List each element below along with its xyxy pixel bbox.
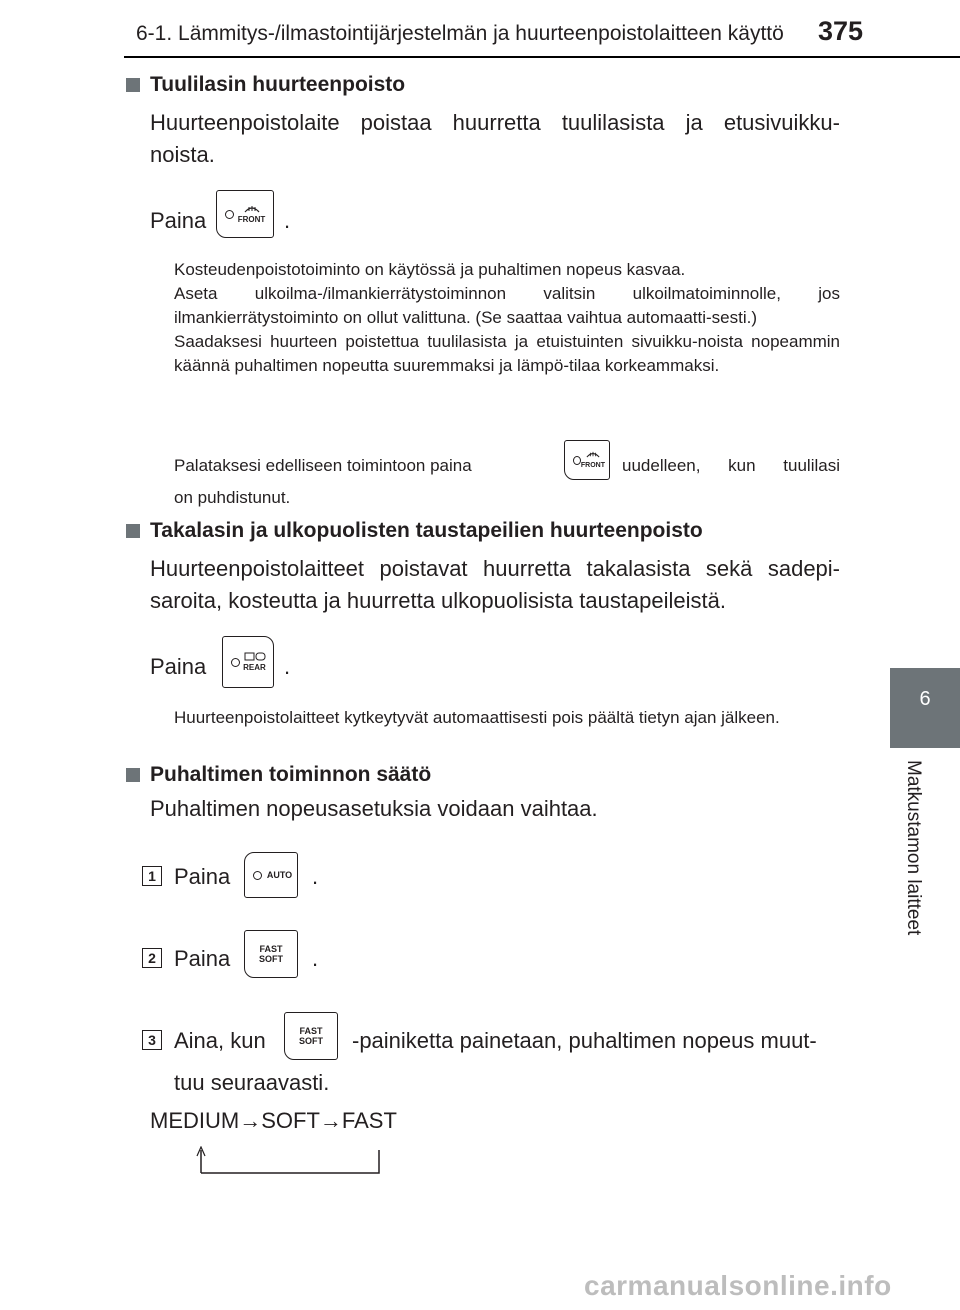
section-heading-fan: Puhaltimen toiminnon säätö	[150, 763, 432, 786]
step3-text-after: -painiketta painetaan, puhaltimen nopeus muut-	[352, 1028, 817, 1053]
fan-speed-button-icon	[244, 930, 298, 978]
step3-text-before: Aina, kun	[174, 1028, 266, 1053]
windshield-press-label: Paina	[150, 208, 207, 233]
step-number-3: 3	[142, 1030, 162, 1050]
windshield-press-suffix: .	[284, 208, 291, 233]
fan-speed-button-icon	[284, 1012, 338, 1060]
front-defroster-button-icon	[216, 190, 274, 238]
auto-button-label: AUTO	[266, 870, 293, 880]
auto-button-icon	[244, 852, 298, 898]
rear-defroster-button-icon	[222, 636, 274, 688]
chapter-title-wrap	[890, 760, 942, 950]
step2-text-before: Paina	[174, 946, 231, 971]
windshield-intro-line2: noista.	[150, 142, 215, 167]
fan-speed-button-label: FAST SOFT	[259, 944, 283, 964]
rear-note: Huurteenpoistolaitteet kytkeytyvät automaattisesti pois päältä tietyn ajan jälkeen.	[174, 708, 780, 727]
front-defroster-symbol: FRONT	[234, 204, 269, 224]
indicator-led-icon	[225, 210, 234, 219]
step1-text-before: Paina	[174, 864, 231, 889]
windshield-return-after: uudelleen, kun tuulilasi	[622, 456, 840, 475]
chapter-number: 6	[919, 688, 931, 710]
rear-defroster-symbol: REAR	[240, 652, 269, 672]
chapter-title: Matkustamon laitteet	[903, 760, 924, 936]
section-heading-rear: Takalasin ja ulkopuolisten taustapeilien huurteenpoisto	[150, 519, 703, 542]
rear-intro-line1: Huurteenpoistolaitteet poistavat huurretta takalasista sekä sadepi-	[150, 556, 840, 581]
heading-marker	[126, 78, 140, 92]
front-defroster-button-icon-small	[564, 440, 610, 480]
rear-press-label: Paina	[150, 654, 207, 679]
windshield-return-line2: on puhdistunut.	[174, 488, 291, 507]
defroster-icon	[586, 450, 600, 458]
windshield-note: Kosteudenpoistotoiminto on käytössä ja puhaltimen nopeus kasvaa. Aseta ulkoilma-/ilmankierrätystoiminnon valitsin ulkoilmatoiminnolle, jos ilmankierrätystoiminto on ollut valittuna. (Se saattaa vaihtua automaatti-sesti.) Saadaksesi huurteen poistettua tuulilasista ja etuistuinten sivuikku-noista nopeammin käännä puhaltimen nopeutta suuremmaksi ja lämpö-tilaa korkeammaksi.	[174, 260, 840, 375]
rear-press-suffix: .	[284, 654, 291, 679]
fan-speed-button-label: FAST SOFT	[299, 1026, 323, 1046]
rear-intro-line2: saroita, kosteutta ja huurretta ulkopuolisista taustapeileistä.	[150, 588, 726, 613]
cycle-return-arrow-icon	[192, 1146, 388, 1174]
step1-text-after: .	[312, 864, 319, 889]
rear-window-defroster-icon	[244, 652, 266, 661]
step3-text-line2: tuu seuraavasti.	[174, 1070, 330, 1095]
step2-text-after: .	[312, 946, 319, 971]
header-rule	[124, 56, 960, 58]
page-number: 375	[818, 16, 864, 46]
fan-intro: Puhaltimen nopeusasetuksia voidaan vaihtaa.	[150, 796, 598, 821]
windshield-intro-line1: Huurteenpoistolaite poistaa huurretta tuulilasista ja etusivuikku-	[150, 110, 840, 135]
heading-marker	[126, 768, 140, 782]
front-defroster-symbol: FRONT	[581, 450, 605, 470]
step-number-1: 1	[142, 866, 162, 886]
indicator-led-icon	[253, 871, 262, 880]
section-heading-windshield: Tuulilasin huurteenpoisto	[150, 73, 406, 96]
heading-marker	[126, 524, 140, 538]
indicator-led-icon	[573, 456, 581, 465]
running-header: 6-1. Lämmitys-/ilmastointijärjestelmän ja huurteenpoistolaitteen käyttö	[136, 22, 784, 45]
fan-speed-sequence: MEDIUM→SOFT→FAST	[150, 1108, 397, 1133]
defroster-icon	[244, 204, 260, 213]
indicator-led-icon	[231, 658, 240, 667]
step-number-2: 2	[142, 948, 162, 968]
watermark: carmanualsonline.info	[584, 1270, 892, 1301]
windshield-return-before: Palataksesi edelliseen toimintoon paina	[174, 456, 472, 475]
